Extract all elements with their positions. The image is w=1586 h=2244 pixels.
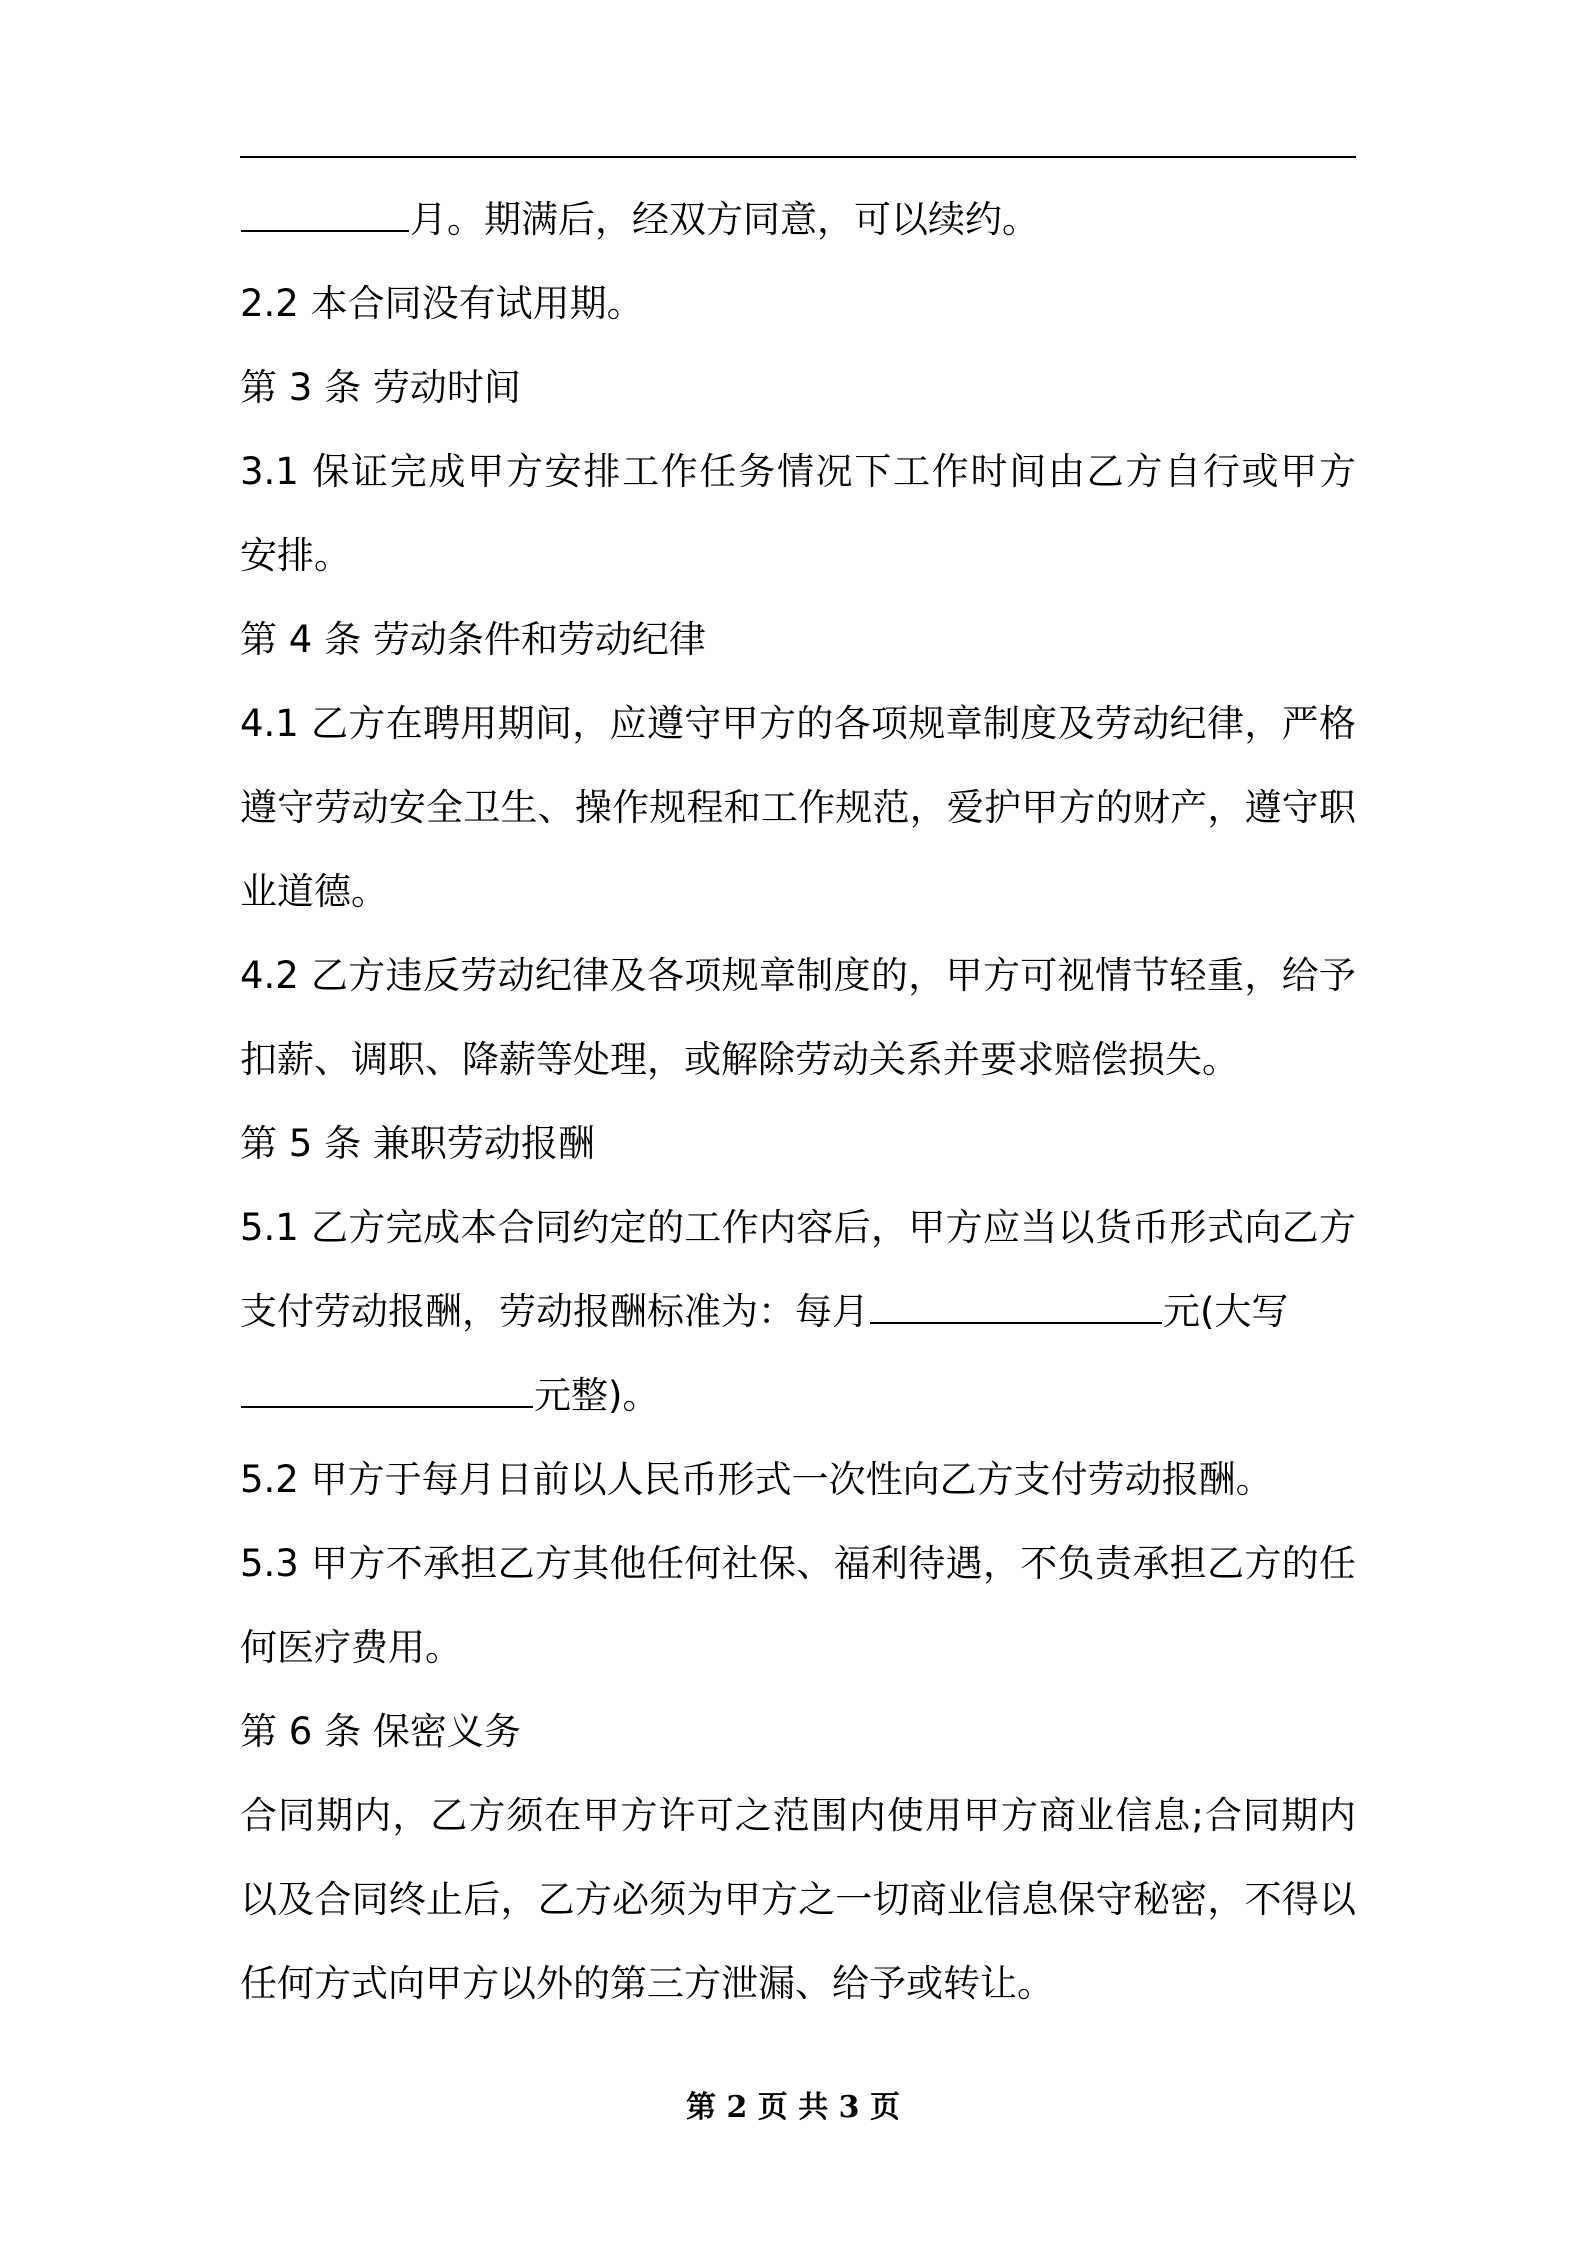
line-text: 第 5 条 兼职劳动报酬 [240, 1122, 595, 1165]
line-text: 元整)。 [534, 1374, 660, 1417]
clause-5-1: 5.1 乙方完成本合同约定的工作内容后，甲方应当以货币形式向乙方 [240, 1206, 1356, 1249]
article-6-heading [240, 1702, 521, 1762]
header-rule [240, 156, 1356, 158]
line-text: 第 3 条 劳动时间 [240, 366, 521, 409]
page-number-footer: 第 2 页 共 3 页 [686, 2090, 900, 2125]
line-text: 元(大写 [1163, 1290, 1289, 1333]
paragraph-line: 以及合同终止后，乙方必须为甲方之一切商业信息保守秘密，不得以 [240, 1878, 1356, 1921]
clause-2-2 [240, 274, 644, 334]
line-text: 安排。 [240, 534, 351, 577]
paragraph-line [240, 190, 1039, 250]
confidentiality-paragraph: 合同期内，乙方须在甲方许可之范围内使用甲方商业信息;合同期内 [240, 1794, 1356, 1837]
paragraph-line [240, 1366, 659, 1426]
paragraph-line [240, 526, 351, 586]
paragraph-line [240, 1618, 462, 1678]
line-text: 任何方式向甲方以外的第三方泄漏、给予或转让。 [240, 1962, 1054, 2005]
clause-5-2 [240, 1450, 1273, 1510]
line-text: 5.2 甲方于每月日前以人民币形式一次性向乙方支付劳动报酬。 [240, 1458, 1273, 1501]
line-text: 2.2 本合同没有试用期。 [240, 282, 644, 325]
clause-4-1: 4.1 乙方在聘用期间，应遵守甲方的各项规章制度及劳动纪律，严格 [240, 702, 1356, 745]
fill-in-blank [241, 196, 409, 232]
clause-5-3: 5.3 甲方不承担乙方其他任何社保、福利待遇，不负责承担乙方的任 [240, 1542, 1356, 1585]
line-text: 扣薪、调职、降薪等处理，或解除劳动关系并要求赔偿损失。 [240, 1038, 1239, 1081]
line-text: 业道德。 [240, 870, 388, 913]
paragraph-line [240, 1954, 1054, 2014]
article-3-heading [240, 358, 521, 418]
article-4-heading [240, 610, 706, 670]
article-5-heading [240, 1114, 595, 1174]
line-text: 支付劳动报酬，劳动报酬标准为：每月 [240, 1290, 869, 1333]
line-text: 第 4 条 劳动条件和劳动纪律 [240, 618, 706, 661]
fill-in-blank [870, 1288, 1162, 1324]
paragraph-line [240, 1030, 1239, 1090]
fill-in-blank [241, 1372, 533, 1408]
line-text: 何医疗费用。 [240, 1626, 462, 1669]
paragraph-line [240, 862, 388, 922]
line-text: 月。期满后，经双方同意，可以续约。 [410, 198, 1039, 241]
paragraph-line: 遵守劳动安全卫生、操作规程和工作规范，爱护甲方的财产，遵守职 [240, 786, 1356, 829]
line-text: 第 6 条 保密义务 [240, 1710, 521, 1753]
clause-3-1: 3.1 保证完成甲方安排工作任务情况下工作时间由乙方自行或甲方 [240, 450, 1356, 493]
clause-4-2: 4.2 乙方违反劳动纪律及各项规章制度的，甲方可视情节轻重，给予 [240, 954, 1356, 997]
paragraph-line [240, 1282, 1356, 1342]
